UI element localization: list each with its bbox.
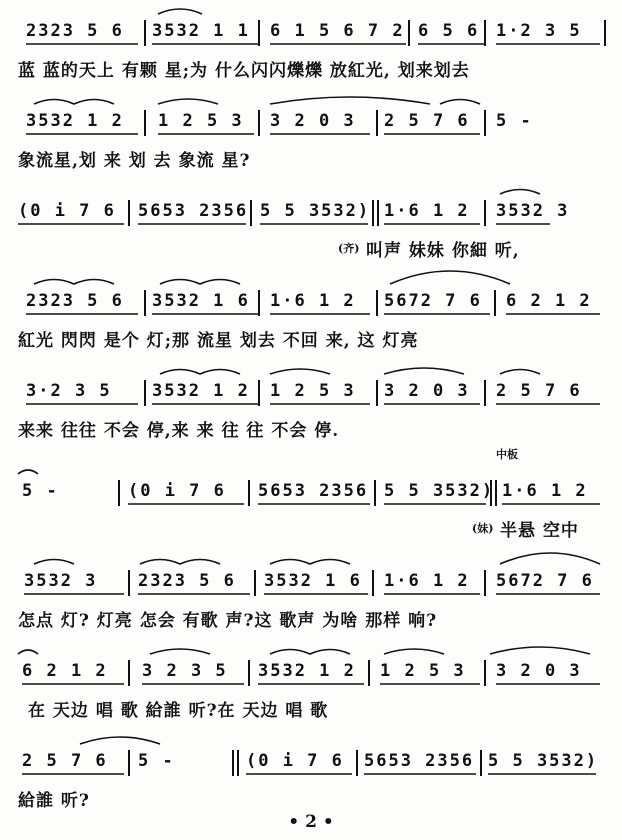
measure: 5672 7 6 <box>496 571 594 591</box>
measure: 5653 2356 <box>364 751 475 771</box>
measure: 3532 3 <box>496 201 570 221</box>
slur-mark <box>490 647 590 654</box>
slur-mark <box>440 100 480 105</box>
voice-tag: (妹) <box>472 522 494 535</box>
page-number: • 2 • <box>288 812 334 832</box>
measure: 1·6 1 2 <box>384 201 470 221</box>
measure: 2323 5 6 <box>26 21 124 41</box>
slur-mark <box>270 369 330 374</box>
measure: 2 5 7 6 <box>22 751 108 771</box>
lyric-line: 象流星,划 来 划 去 象流 星? <box>18 151 251 171</box>
lyric-line: 叫声 妹妹 你細 听, <box>366 241 520 261</box>
measure: 5 - <box>496 111 533 131</box>
slur-mark <box>158 9 202 14</box>
slur-mark <box>390 271 510 284</box>
tempo-mark: 中板 <box>496 448 518 461</box>
measure: (0 i 7 6 <box>128 481 226 501</box>
slur-mark <box>270 650 350 655</box>
slur-mark <box>500 553 600 564</box>
measure: 2323 5 6 <box>138 571 236 591</box>
lyric-line: 給誰 听? <box>18 791 90 811</box>
voice-tag: (齐) <box>338 242 360 255</box>
measure: 6 2 1 2 <box>22 661 108 681</box>
measure: 3 2 0 3 <box>496 661 582 681</box>
slur-mark <box>270 97 430 104</box>
lyric-line: 来来 往往 不会 停,来 来 往 往 不会 停. <box>18 421 340 441</box>
measure: 6 5 6 <box>418 21 480 41</box>
slur-mark <box>140 560 220 565</box>
measure: 6 1 5 6 7 2 <box>270 21 405 41</box>
slur-mark <box>500 190 540 195</box>
measure: 1·6 1 2 <box>270 291 356 311</box>
measure: 1 2 5 3 <box>380 661 466 681</box>
measure: 3532 1 2 <box>152 381 250 401</box>
lyric-line: 在 天边 唱 歌 給誰 听?在 天边 唱 歌 <box>28 701 329 721</box>
measure: 1·6 1 2 <box>384 571 470 591</box>
measure: 1·6 1 2 <box>502 481 588 501</box>
lyric-line: 蓝 蓝的天上 有颗 星;为 什么闪闪爍爍 放紅光, 划来划去 <box>18 61 470 81</box>
measure: 2 5 7 6 <box>496 381 582 401</box>
slur-mark <box>18 470 38 474</box>
slur-mark <box>160 280 240 285</box>
measure: 5653 2356 <box>138 201 249 221</box>
measure: 5653 2356 <box>258 481 369 501</box>
measure: 5 5 3532) <box>260 201 371 221</box>
lyric-line: 紅光 閃閃 是个 灯;那 流星 划去 不回 来, 这 灯亮 <box>18 331 419 351</box>
measure: 6 2 1 2 <box>506 291 592 311</box>
measure: 3532 1 6 <box>152 291 250 311</box>
measure: 3532 1 2 <box>26 111 124 131</box>
measure: (0 i 7 6 <box>18 201 116 221</box>
measure: (0 i 7 6 <box>246 751 344 771</box>
measure: 1·2 3 5 <box>496 21 582 41</box>
measure: 5 - <box>138 751 175 771</box>
slur-mark <box>158 99 218 104</box>
slur-mark <box>384 368 464 374</box>
slur-mark <box>34 280 114 285</box>
measure: 3532 3 <box>24 571 98 591</box>
slur-mark <box>150 649 210 654</box>
slur-mark <box>384 649 444 654</box>
measure: 3 2 0 3 <box>270 111 356 131</box>
slur-mark <box>18 650 38 654</box>
lyric-line: 怎点 灯? 灯亮 怎会 有歌 声?这 歌声 为啥 那样 响? <box>18 611 438 631</box>
measure: 5 - <box>22 481 59 501</box>
measure: 2 5 7 6 <box>384 111 470 131</box>
lyric-line: 半悬 空中 <box>500 521 579 541</box>
measure: 1 2 5 3 <box>270 381 356 401</box>
measure: 3 2 0 3 <box>384 381 470 401</box>
measure: 3532 1 1 <box>152 21 250 41</box>
slur-mark <box>270 560 350 565</box>
measure: 2323 5 6 <box>26 291 124 311</box>
measure: 3532 1 6 <box>264 571 362 591</box>
slur-mark <box>500 370 540 375</box>
measure: 5672 7 6 <box>384 291 482 311</box>
slur-mark <box>34 560 74 565</box>
measure: 3 2 3 5 <box>142 661 228 681</box>
slur-mark <box>160 370 240 375</box>
measure: 5 5 3532) <box>384 481 495 501</box>
slur-mark <box>80 737 160 744</box>
measure: 5 5 3532) <box>488 751 599 771</box>
measure: 1 2 5 3 <box>158 111 244 131</box>
measure: 3532 1 2 <box>258 661 356 681</box>
slur-mark <box>34 100 114 105</box>
measure: 3·2 3 5 <box>26 381 112 401</box>
